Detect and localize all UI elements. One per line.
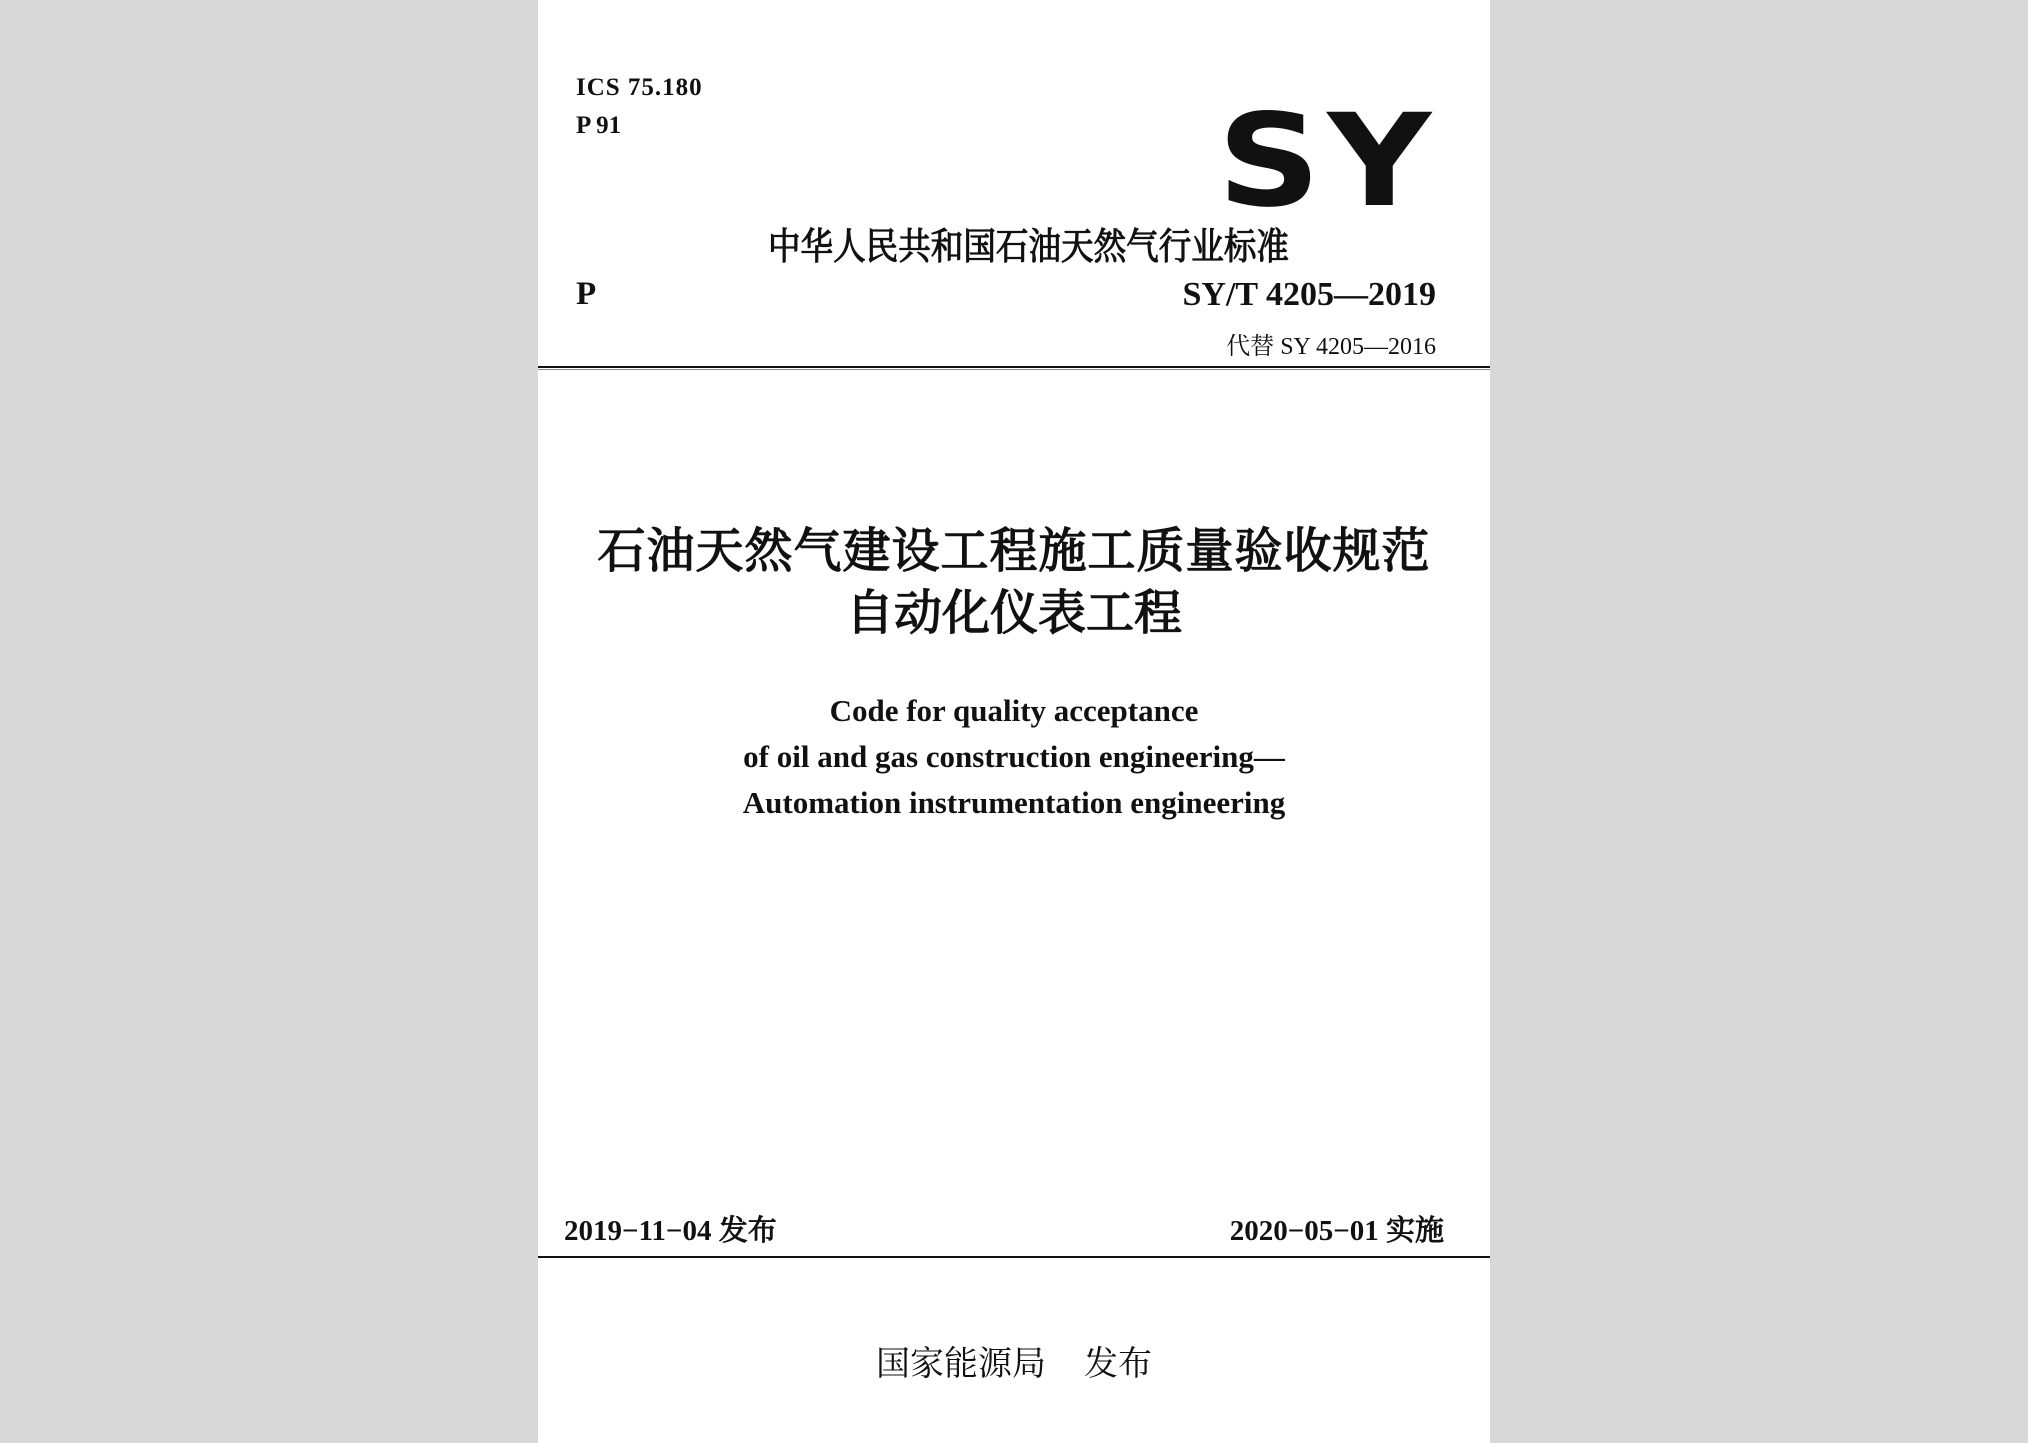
publisher-name: 国家能源局 bbox=[876, 1344, 1046, 1384]
classification-code: P 91 bbox=[576, 112, 622, 139]
title-en-line1: Code for quality acceptance bbox=[829, 693, 1199, 728]
top-divider-shadow bbox=[538, 369, 1490, 370]
title-en-line3: Automation instrumentation engineering bbox=[742, 785, 1286, 820]
title-cn-line2: 自动化仪表工程 bbox=[845, 585, 1182, 641]
replaces-note: 代替 SY 4205—2016 bbox=[1226, 334, 1436, 360]
standard-number: SY/T 4205—2019 bbox=[1182, 276, 1436, 313]
title-cn-line1: 石油天然气建设工程施工质量验收规范 bbox=[597, 523, 1431, 579]
publish-label: 发布 bbox=[1084, 1344, 1152, 1384]
standard-cover-page bbox=[538, 0, 1490, 1443]
title-en-line2: of oil and gas construction engineering— bbox=[743, 739, 1285, 774]
sy-logo: SY bbox=[1217, 87, 1438, 236]
issue-date: 2019−11−04 发布 bbox=[564, 1215, 777, 1247]
bottom-divider bbox=[538, 1256, 1490, 1258]
publisher-line bbox=[538, 1336, 1490, 1385]
industry-standard-heading: 中华人民共和国石油天然气行业标准 bbox=[768, 225, 1289, 268]
ics-code: ICS 75.180 bbox=[576, 74, 703, 101]
p-mark: P bbox=[576, 276, 597, 312]
implementation-date: 2020−05−01 实施 bbox=[1229, 1215, 1444, 1247]
top-divider bbox=[538, 366, 1490, 368]
